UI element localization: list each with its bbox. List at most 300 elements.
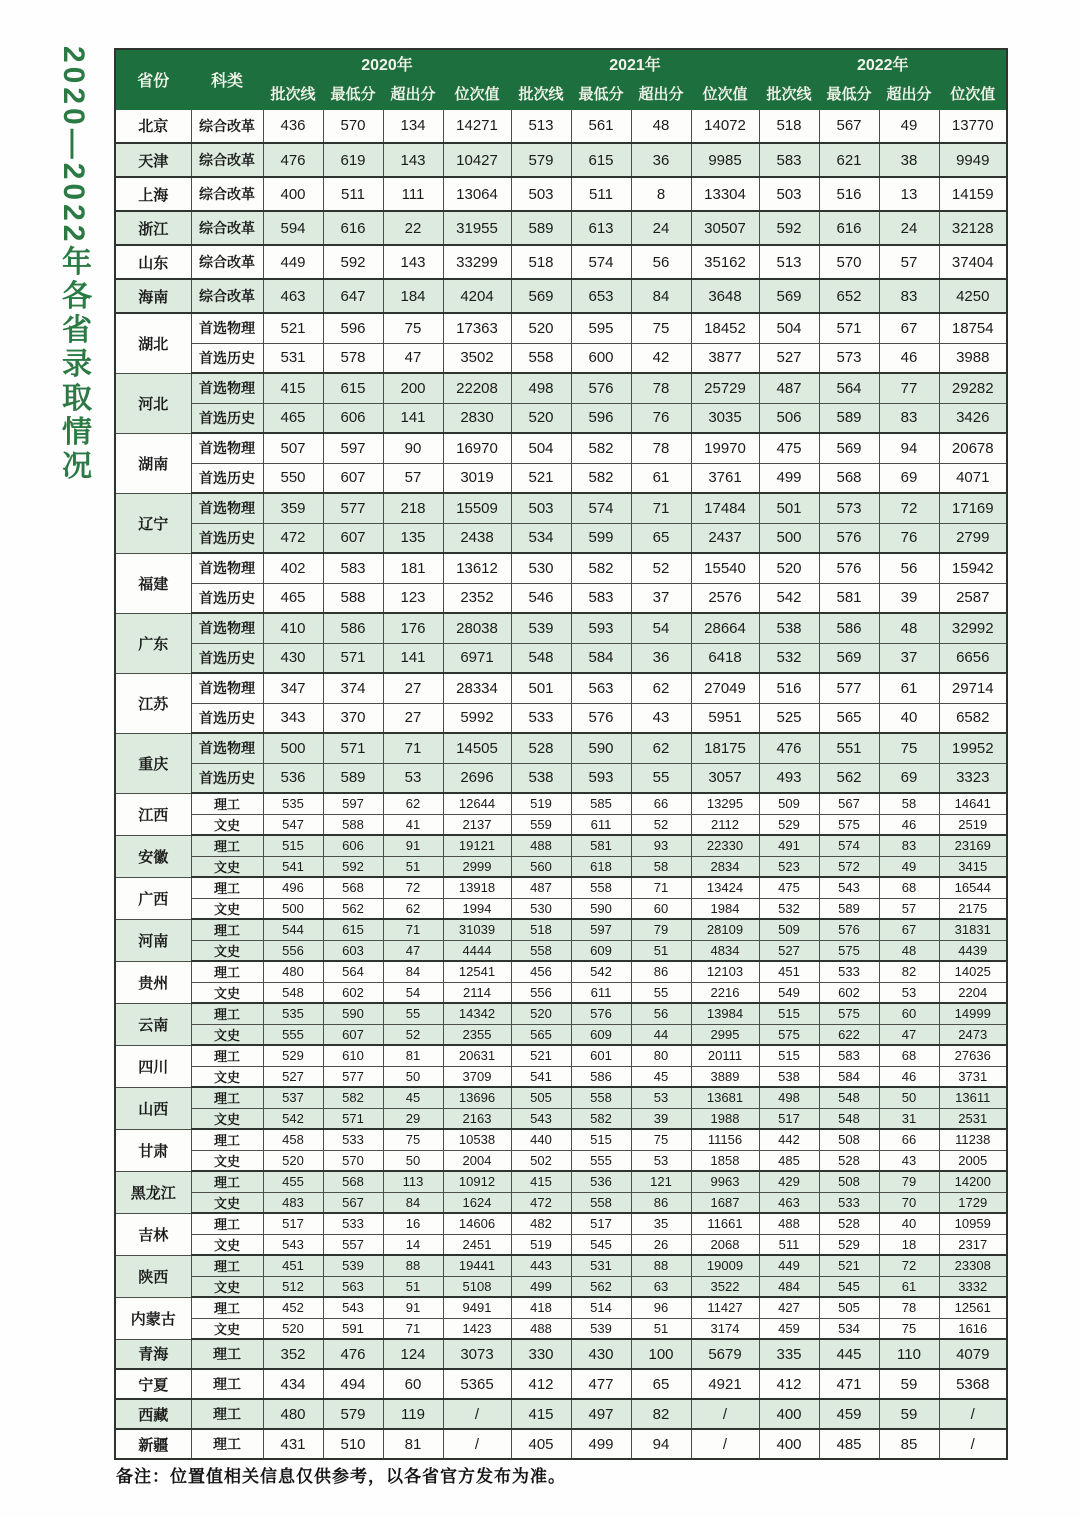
value-cell: 13304 <box>691 177 759 211</box>
value-cell: 599 <box>571 523 631 553</box>
value-cell: 565 <box>511 1024 571 1045</box>
value-cell: 50 <box>383 1066 443 1087</box>
value-cell: 607 <box>323 1024 383 1045</box>
value-cell: 415 <box>511 1171 571 1192</box>
table-row <box>115 463 1007 493</box>
value-cell: 539 <box>571 1318 631 1339</box>
value-cell: 586 <box>571 1066 631 1087</box>
value-cell: 415 <box>511 1399 571 1429</box>
value-cell: 3988 <box>939 343 1007 373</box>
value-cell: 111 <box>383 177 443 211</box>
table-row <box>115 177 1007 211</box>
value-cell: 19121 <box>443 835 511 856</box>
value-cell: 465 <box>263 403 323 433</box>
value-cell: 123 <box>383 583 443 613</box>
value-cell: 42 <box>631 343 691 373</box>
value-cell: 430 <box>571 1339 631 1369</box>
value-cell: 96 <box>631 1297 691 1318</box>
province-cell: 云南 <box>115 1003 191 1045</box>
category-cell: 文史 <box>191 814 263 835</box>
value-cell: 527 <box>759 343 819 373</box>
value-cell: 1984 <box>691 898 759 919</box>
value-cell: 14 <box>383 1234 443 1255</box>
category-cell: 首选历史 <box>191 403 263 433</box>
value-cell: 2137 <box>443 814 511 835</box>
value-cell: 569 <box>511 279 571 313</box>
value-cell: 558 <box>571 1087 631 1108</box>
table-row <box>115 583 1007 613</box>
value-cell: 476 <box>759 733 819 763</box>
value-cell: 583 <box>759 143 819 177</box>
value-cell: 597 <box>323 793 383 814</box>
value-cell: 55 <box>631 982 691 1003</box>
category-cell: 理工 <box>191 1213 263 1234</box>
table-row <box>115 211 1007 245</box>
value-cell: 12561 <box>939 1297 1007 1318</box>
value-cell: 70 <box>879 1192 939 1213</box>
value-cell: 542 <box>571 961 631 982</box>
value-cell: 548 <box>819 1108 879 1129</box>
value-cell: 3502 <box>443 343 511 373</box>
value-cell: 621 <box>819 143 879 177</box>
value-cell: 606 <box>323 403 383 433</box>
value-cell: 3057 <box>691 763 759 793</box>
value-cell: 484 <box>759 1276 819 1297</box>
value-cell: 500 <box>759 523 819 553</box>
province-cell: 山西 <box>115 1087 191 1129</box>
value-cell: 520 <box>511 1003 571 1024</box>
value-cell: 23308 <box>939 1255 1007 1276</box>
category-cell: 理工 <box>191 1339 263 1369</box>
value-cell: 568 <box>819 463 879 493</box>
value-cell: 49 <box>879 109 939 143</box>
table-row <box>115 1024 1007 1045</box>
category-cell: 文史 <box>191 856 263 877</box>
category-cell: 文史 <box>191 1066 263 1087</box>
value-cell: 576 <box>819 553 879 583</box>
value-cell: 511 <box>323 177 383 211</box>
category-cell: 文史 <box>191 1150 263 1171</box>
province-cell: 重庆 <box>115 733 191 793</box>
value-cell: 529 <box>263 1045 323 1066</box>
province-cell: 江苏 <box>115 673 191 733</box>
value-cell: 568 <box>323 877 383 898</box>
value-cell: 622 <box>819 1024 879 1045</box>
value-cell: 4439 <box>939 940 1007 961</box>
value-cell: 589 <box>819 403 879 433</box>
value-cell: 4079 <box>939 1339 1007 1369</box>
value-cell: 2995 <box>691 1024 759 1045</box>
value-cell: 75 <box>631 313 691 343</box>
value-cell: 452 <box>263 1297 323 1318</box>
value-cell: 71 <box>383 733 443 763</box>
value-cell: 5951 <box>691 703 759 733</box>
value-cell: 11238 <box>939 1129 1007 1150</box>
value-cell: 4071 <box>939 463 1007 493</box>
value-cell: 611 <box>571 814 631 835</box>
table-row <box>115 279 1007 313</box>
value-cell: 528 <box>511 733 571 763</box>
category-cell: 文史 <box>191 1108 263 1129</box>
value-cell: 94 <box>879 433 939 463</box>
value-cell: 62 <box>631 733 691 763</box>
value-cell: 218 <box>383 493 443 523</box>
value-cell: 91 <box>383 835 443 856</box>
value-cell: 1994 <box>443 898 511 919</box>
value-cell: 370 <box>323 703 383 733</box>
category-cell: 首选历史 <box>191 643 263 673</box>
value-cell: 551 <box>819 733 879 763</box>
value-cell: 13424 <box>691 877 759 898</box>
value-cell: 415 <box>263 373 323 403</box>
category-cell: 理工 <box>191 1045 263 1066</box>
value-cell: 571 <box>323 1108 383 1129</box>
value-cell: 20111 <box>691 1045 759 1066</box>
value-cell: 58 <box>631 856 691 877</box>
category-cell: 理工 <box>191 961 263 982</box>
value-cell: 15509 <box>443 493 511 523</box>
value-cell: 17484 <box>691 493 759 523</box>
category-cell: 首选历史 <box>191 523 263 553</box>
value-cell: 539 <box>323 1255 383 1276</box>
province-cell: 辽宁 <box>115 493 191 553</box>
value-cell: 82 <box>879 961 939 982</box>
value-cell: 455 <box>263 1171 323 1192</box>
value-cell: 451 <box>759 961 819 982</box>
value-cell: 549 <box>759 982 819 1003</box>
table-row <box>115 940 1007 961</box>
value-cell: 40 <box>879 1213 939 1234</box>
value-cell: 37 <box>879 643 939 673</box>
value-cell: 59 <box>879 1399 939 1429</box>
value-cell: 72 <box>879 493 939 523</box>
category-cell: 文史 <box>191 940 263 961</box>
table-container <box>114 48 1008 1460</box>
value-cell: 27 <box>383 703 443 733</box>
value-cell: 520 <box>759 553 819 583</box>
value-cell: 574 <box>571 493 631 523</box>
category-cell: 文史 <box>191 1234 263 1255</box>
province-cell: 宁夏 <box>115 1369 191 1399</box>
value-cell: 548 <box>511 643 571 673</box>
table-row <box>115 143 1007 177</box>
value-cell: 2438 <box>443 523 511 553</box>
value-cell: 53 <box>631 1087 691 1108</box>
value-cell: 532 <box>759 643 819 673</box>
table-row <box>115 919 1007 940</box>
value-cell: / <box>691 1429 759 1459</box>
value-cell: 37 <box>631 583 691 613</box>
value-cell: 68 <box>879 877 939 898</box>
value-cell: 563 <box>571 673 631 703</box>
value-cell: 570 <box>819 245 879 279</box>
table-row <box>115 1129 1007 1150</box>
value-cell: 14271 <box>443 109 511 143</box>
value-cell: 22330 <box>691 835 759 856</box>
value-cell: 1729 <box>939 1192 1007 1213</box>
category-cell: 综合改革 <box>191 211 263 245</box>
value-cell: 28109 <box>691 919 759 940</box>
province-cell: 贵州 <box>115 961 191 1003</box>
table-row <box>115 1108 1007 1129</box>
value-cell: 53 <box>631 1150 691 1171</box>
table-row <box>115 1255 1007 1276</box>
value-cell: 568 <box>323 1171 383 1192</box>
category-cell: 理工 <box>191 1429 263 1459</box>
table-row <box>115 1399 1007 1429</box>
value-cell: 590 <box>323 1003 383 1024</box>
value-cell: 50 <box>879 1087 939 1108</box>
value-cell: 35 <box>631 1213 691 1234</box>
value-cell: 565 <box>819 703 879 733</box>
value-cell: 588 <box>323 583 383 613</box>
value-cell: 56 <box>631 245 691 279</box>
value-cell: 590 <box>571 733 631 763</box>
value-cell: 143 <box>383 245 443 279</box>
value-cell: 576 <box>819 523 879 553</box>
category-cell: 文史 <box>191 898 263 919</box>
value-cell: / <box>691 1399 759 1429</box>
table-row <box>115 343 1007 373</box>
value-cell: 75 <box>631 1129 691 1150</box>
value-cell: 476 <box>263 143 323 177</box>
value-cell: 14505 <box>443 733 511 763</box>
value-cell: 412 <box>511 1369 571 1399</box>
value-cell: 134 <box>383 109 443 143</box>
value-cell: 52 <box>383 1024 443 1045</box>
value-cell: 487 <box>511 877 571 898</box>
value-cell: 400 <box>759 1429 819 1459</box>
province-cell: 上海 <box>115 177 191 211</box>
category-cell: 文史 <box>191 1276 263 1297</box>
value-cell: 525 <box>759 703 819 733</box>
value-cell: 352 <box>263 1339 323 1369</box>
table-row <box>115 493 1007 523</box>
province-cell: 陕西 <box>115 1255 191 1297</box>
value-cell: 534 <box>819 1318 879 1339</box>
value-cell: 500 <box>263 898 323 919</box>
value-cell: 597 <box>571 919 631 940</box>
value-cell: 14025 <box>939 961 1007 982</box>
value-cell: 6418 <box>691 643 759 673</box>
table-row <box>115 856 1007 877</box>
value-cell: 593 <box>571 763 631 793</box>
value-cell: 615 <box>323 919 383 940</box>
value-cell: 113 <box>383 1171 443 1192</box>
value-cell: 575 <box>819 1003 879 1024</box>
value-cell: 567 <box>323 1192 383 1213</box>
value-cell: 582 <box>571 1108 631 1129</box>
value-cell: 458 <box>263 1129 323 1150</box>
table-row <box>115 1318 1007 1339</box>
value-cell: 2068 <box>691 1234 759 1255</box>
table-row <box>115 733 1007 763</box>
category-cell: 首选物理 <box>191 733 263 763</box>
value-cell: 3761 <box>691 463 759 493</box>
value-cell: 4250 <box>939 279 1007 313</box>
value-cell: 2163 <box>443 1108 511 1129</box>
value-cell: 449 <box>759 1255 819 1276</box>
value-cell: 541 <box>263 856 323 877</box>
value-cell: 200 <box>383 373 443 403</box>
value-cell: 589 <box>819 898 879 919</box>
category-cell: 首选物理 <box>191 553 263 583</box>
value-cell: 494 <box>323 1369 383 1399</box>
value-cell: 124 <box>383 1339 443 1369</box>
value-cell: 456 <box>511 961 571 982</box>
value-cell: 575 <box>819 814 879 835</box>
table-row <box>115 613 1007 643</box>
value-cell: 538 <box>759 613 819 643</box>
value-cell: 81 <box>383 1045 443 1066</box>
value-cell: 3174 <box>691 1318 759 1339</box>
value-cell: 597 <box>323 433 383 463</box>
value-cell: 82 <box>631 1399 691 1429</box>
table-row <box>115 1045 1007 1066</box>
value-cell: 66 <box>879 1129 939 1150</box>
value-cell: 13918 <box>443 877 511 898</box>
province-cell: 黑龙江 <box>115 1171 191 1213</box>
value-cell: 78 <box>631 433 691 463</box>
value-cell: 578 <box>323 343 383 373</box>
value-cell: 477 <box>571 1369 631 1399</box>
year-header-2022: 2022年 <box>759 49 1007 77</box>
value-cell: 544 <box>263 919 323 940</box>
value-cell: 517 <box>571 1213 631 1234</box>
value-cell: 135 <box>383 523 443 553</box>
value-cell: 545 <box>819 1276 879 1297</box>
value-cell: 593 <box>571 613 631 643</box>
value-cell: 35162 <box>691 245 759 279</box>
value-cell: 562 <box>323 898 383 919</box>
category-cell: 首选历史 <box>191 463 263 493</box>
value-cell: 9985 <box>691 143 759 177</box>
category-cell: 综合改革 <box>191 109 263 143</box>
value-cell: 501 <box>759 493 819 523</box>
value-cell: 47 <box>383 940 443 961</box>
category-cell: 理工 <box>191 1399 263 1429</box>
table-row <box>115 982 1007 1003</box>
category-cell: 理工 <box>191 1003 263 1024</box>
value-cell: 2437 <box>691 523 759 553</box>
province-cell: 福建 <box>115 553 191 613</box>
value-cell: 2999 <box>443 856 511 877</box>
value-cell: 499 <box>511 1276 571 1297</box>
value-cell: 3522 <box>691 1276 759 1297</box>
value-cell: 550 <box>263 463 323 493</box>
table-row <box>115 109 1007 143</box>
province-cell: 浙江 <box>115 211 191 245</box>
province-cell: 湖北 <box>115 313 191 373</box>
value-cell: 71 <box>383 1318 443 1339</box>
value-cell: 24 <box>879 211 939 245</box>
value-cell: 520 <box>511 313 571 343</box>
value-cell: 1687 <box>691 1192 759 1213</box>
value-cell: 29714 <box>939 673 1007 703</box>
value-cell: 347 <box>263 673 323 703</box>
table-row <box>115 373 1007 403</box>
value-cell: 53 <box>383 763 443 793</box>
value-cell: 430 <box>263 643 323 673</box>
value-cell: 616 <box>819 211 879 245</box>
value-cell: 50 <box>383 1150 443 1171</box>
value-cell: 500 <box>263 733 323 763</box>
province-cell: 湖南 <box>115 433 191 493</box>
province-cell: 山东 <box>115 245 191 279</box>
value-cell: 19009 <box>691 1255 759 1276</box>
category-cell: 综合改革 <box>191 245 263 279</box>
value-cell: 521 <box>511 463 571 493</box>
value-cell: 32128 <box>939 211 1007 245</box>
value-cell: 31955 <box>443 211 511 245</box>
value-cell: 584 <box>819 1066 879 1087</box>
value-cell: 615 <box>323 373 383 403</box>
value-cell: 505 <box>511 1087 571 1108</box>
value-cell: 653 <box>571 279 631 313</box>
value-cell: 69 <box>879 463 939 493</box>
value-cell: 503 <box>511 177 571 211</box>
value-cell: 579 <box>511 143 571 177</box>
value-cell: 429 <box>759 1171 819 1192</box>
value-cell: 8 <box>631 177 691 211</box>
value-cell: 41 <box>383 814 443 835</box>
value-cell: 27049 <box>691 673 759 703</box>
value-cell: 48 <box>879 613 939 643</box>
value-cell: 59 <box>879 1369 939 1399</box>
table-row <box>115 1369 1007 1399</box>
value-cell: 517 <box>759 1108 819 1129</box>
value-cell: 5368 <box>939 1369 1007 1399</box>
value-cell: 27 <box>383 673 443 703</box>
value-cell: 536 <box>263 763 323 793</box>
value-cell: 527 <box>263 1066 323 1087</box>
value-cell: 14200 <box>939 1171 1007 1192</box>
value-cell: 15540 <box>691 553 759 583</box>
value-cell: 616 <box>323 211 383 245</box>
category-cell: 理工 <box>191 1369 263 1399</box>
value-cell: 434 <box>263 1369 323 1399</box>
province-cell: 天津 <box>115 143 191 177</box>
value-cell: 602 <box>323 982 383 1003</box>
table-row <box>115 1339 1007 1369</box>
value-cell: 564 <box>819 373 879 403</box>
value-cell: 51 <box>383 1276 443 1297</box>
value-cell: 22 <box>383 211 443 245</box>
value-cell: 53 <box>879 982 939 1003</box>
value-cell: 521 <box>819 1255 879 1276</box>
value-cell: 589 <box>511 211 571 245</box>
category-cell: 文史 <box>191 1318 263 1339</box>
subheader-cell: 超出分 <box>631 77 691 109</box>
value-cell: 9491 <box>443 1297 511 1318</box>
value-cell: 72 <box>383 877 443 898</box>
value-cell: 472 <box>511 1192 571 1213</box>
value-cell: 83 <box>879 835 939 856</box>
value-cell: 12644 <box>443 793 511 814</box>
value-cell: 451 <box>263 1255 323 1276</box>
value-cell: 2587 <box>939 583 1007 613</box>
value-cell: 3323 <box>939 763 1007 793</box>
value-cell: 9949 <box>939 143 1007 177</box>
value-cell: 176 <box>383 613 443 643</box>
value-cell: 45 <box>631 1066 691 1087</box>
value-cell: 374 <box>323 673 383 703</box>
value-cell: 61 <box>631 463 691 493</box>
admissions-table <box>114 48 1008 1460</box>
value-cell: 2317 <box>939 1234 1007 1255</box>
value-cell: 56 <box>631 1003 691 1024</box>
vertical-page-title: 2020—2022年各省录取情况 <box>57 46 90 484</box>
